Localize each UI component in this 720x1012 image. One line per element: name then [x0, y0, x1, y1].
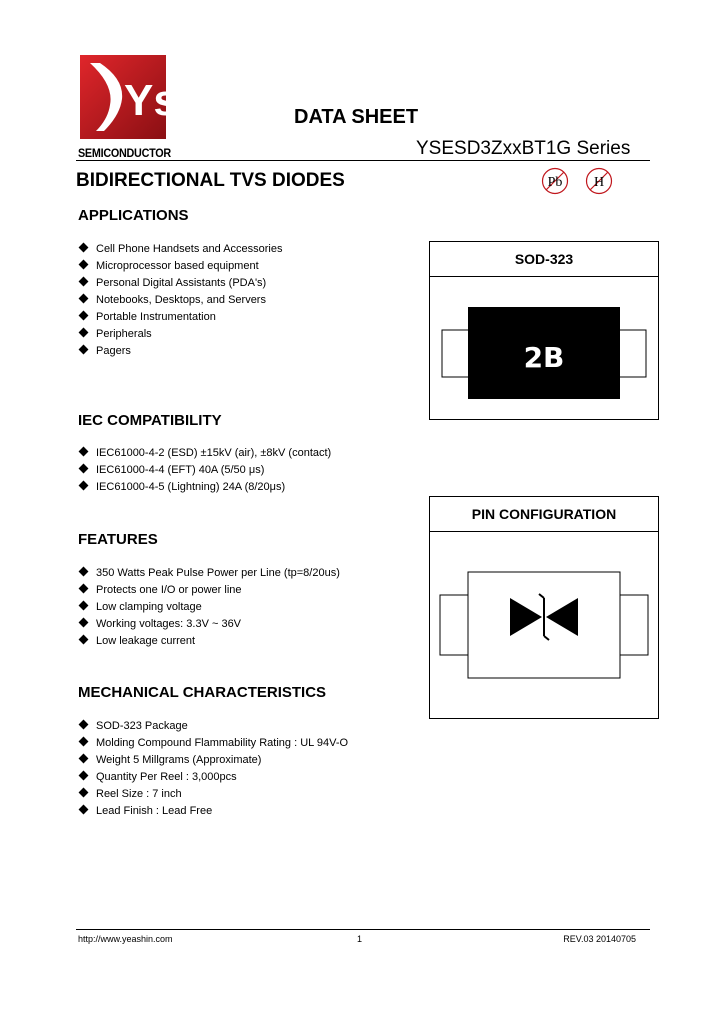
package-marking: 2B [523, 341, 565, 374]
list-item: Low clamping voltage [78, 599, 340, 616]
lead-right [618, 330, 646, 377]
diamond-bullet-icon [79, 294, 89, 304]
diamond-bullet-icon [79, 805, 89, 815]
diamond-bullet-icon [79, 447, 89, 457]
package-drawing [430, 277, 658, 419]
diamond-bullet-icon [79, 737, 89, 747]
footer-url[interactable]: http://www.yeashin.com [78, 934, 173, 944]
diamond-bullet-icon [79, 277, 89, 287]
list-item: IEC61000-4-2 (ESD) ±15kV (air), ±8kV (contact) [78, 445, 331, 462]
diamond-bullet-icon [79, 618, 89, 628]
series-name: YSESD3ZxxBT1G Series [416, 138, 631, 159]
features-title: FEATURES [78, 531, 158, 548]
iec-title: IEC COMPATIBILITY [78, 412, 222, 429]
list-item: Weight 5 Millgrams (Approximate) [78, 752, 348, 769]
applications-list [78, 241, 283, 360]
list-item: Portable Instrumentation [78, 309, 283, 326]
list-item: Personal Digital Assistants (PDA's) [78, 275, 283, 292]
list-item: Low leakage current [78, 633, 340, 650]
doc-type-title: DATA SHEET [294, 106, 419, 128]
diamond-bullet-icon [79, 311, 89, 321]
diamond-bullet-icon [79, 601, 89, 611]
diamond-bullet-icon [79, 464, 89, 474]
diamond-bullet-icon [79, 754, 89, 764]
package-box-title: SOD-323 [430, 242, 658, 277]
footer-divider [76, 929, 650, 930]
list-item: Molding Compound Flammability Rating : UL 94V-O [78, 735, 348, 752]
list-item: IEC61000-4-4 (EFT) 40A (5/50 μs) [78, 462, 331, 479]
mechanical-list [78, 718, 348, 820]
diamond-bullet-icon [79, 584, 89, 594]
list-item: Peripherals [78, 326, 283, 343]
halogen-free-icon [585, 167, 613, 195]
pb-text: Pb [547, 175, 563, 190]
iec-list [78, 445, 331, 496]
list-item: Notebooks, Desktops, and Servers [78, 292, 283, 309]
diamond-bullet-icon [79, 345, 89, 355]
list-item: IEC61000-4-5 (Lightning) 24A (8/20μs) [78, 479, 331, 496]
list-item: Pagers [78, 343, 283, 360]
pin-config-box [429, 496, 659, 719]
list-item: SOD-323 Package [78, 718, 348, 735]
applications-title: APPLICATIONS [78, 207, 189, 224]
company-logo [80, 55, 178, 139]
diamond-bullet-icon [79, 328, 89, 338]
mechanical-title: MECHANICAL CHARACTERISTICS [78, 684, 327, 701]
header-divider [76, 160, 650, 161]
package-box [429, 241, 659, 420]
pin-config-title: PIN CONFIGURATION [430, 497, 658, 532]
diamond-bullet-icon [79, 567, 89, 577]
list-item: Reel Size : 7 inch [78, 786, 348, 803]
list-item: Cell Phone Handsets and Accessories [78, 241, 283, 258]
pin-left [440, 595, 468, 655]
list-item: Working voltages: 3.3V ~ 36V [78, 616, 340, 633]
pin-drawing [430, 532, 658, 718]
revision-label: REV.03 20140705 [563, 934, 636, 944]
pb-free-icon [541, 167, 569, 195]
diamond-bullet-icon [79, 788, 89, 798]
diamond-bullet-icon [79, 481, 89, 491]
list-item: Quantity Per Reel : 3,000pcs [78, 769, 348, 786]
lead-left [442, 330, 470, 377]
ys-logo-icon [80, 55, 178, 139]
company-name: SEMICONDUCTOR [78, 146, 171, 160]
list-item: 350 Watts Peak Pulse Power per Line (tp=8/20us) [78, 565, 340, 582]
list-item: Lead Finish : Lead Free [78, 803, 348, 820]
h-text: H [593, 175, 605, 190]
diamond-bullet-icon [79, 635, 89, 645]
logo-letter-text: Ys [124, 76, 178, 125]
halogen-free-badge [585, 167, 613, 195]
product-title: BIDIRECTIONAL TVS DIODES [76, 170, 345, 191]
diamond-bullet-icon [79, 720, 89, 730]
page-number: 1 [357, 934, 363, 944]
diamond-bullet-icon [79, 243, 89, 253]
list-item: Microprocessor based equipment [78, 258, 283, 275]
features-list [78, 565, 340, 650]
list-item: Protects one I/O or power line [78, 582, 340, 599]
diamond-bullet-icon [79, 260, 89, 270]
diamond-bullet-icon [79, 771, 89, 781]
pin-right [620, 595, 648, 655]
lead-free-badge [541, 167, 569, 195]
